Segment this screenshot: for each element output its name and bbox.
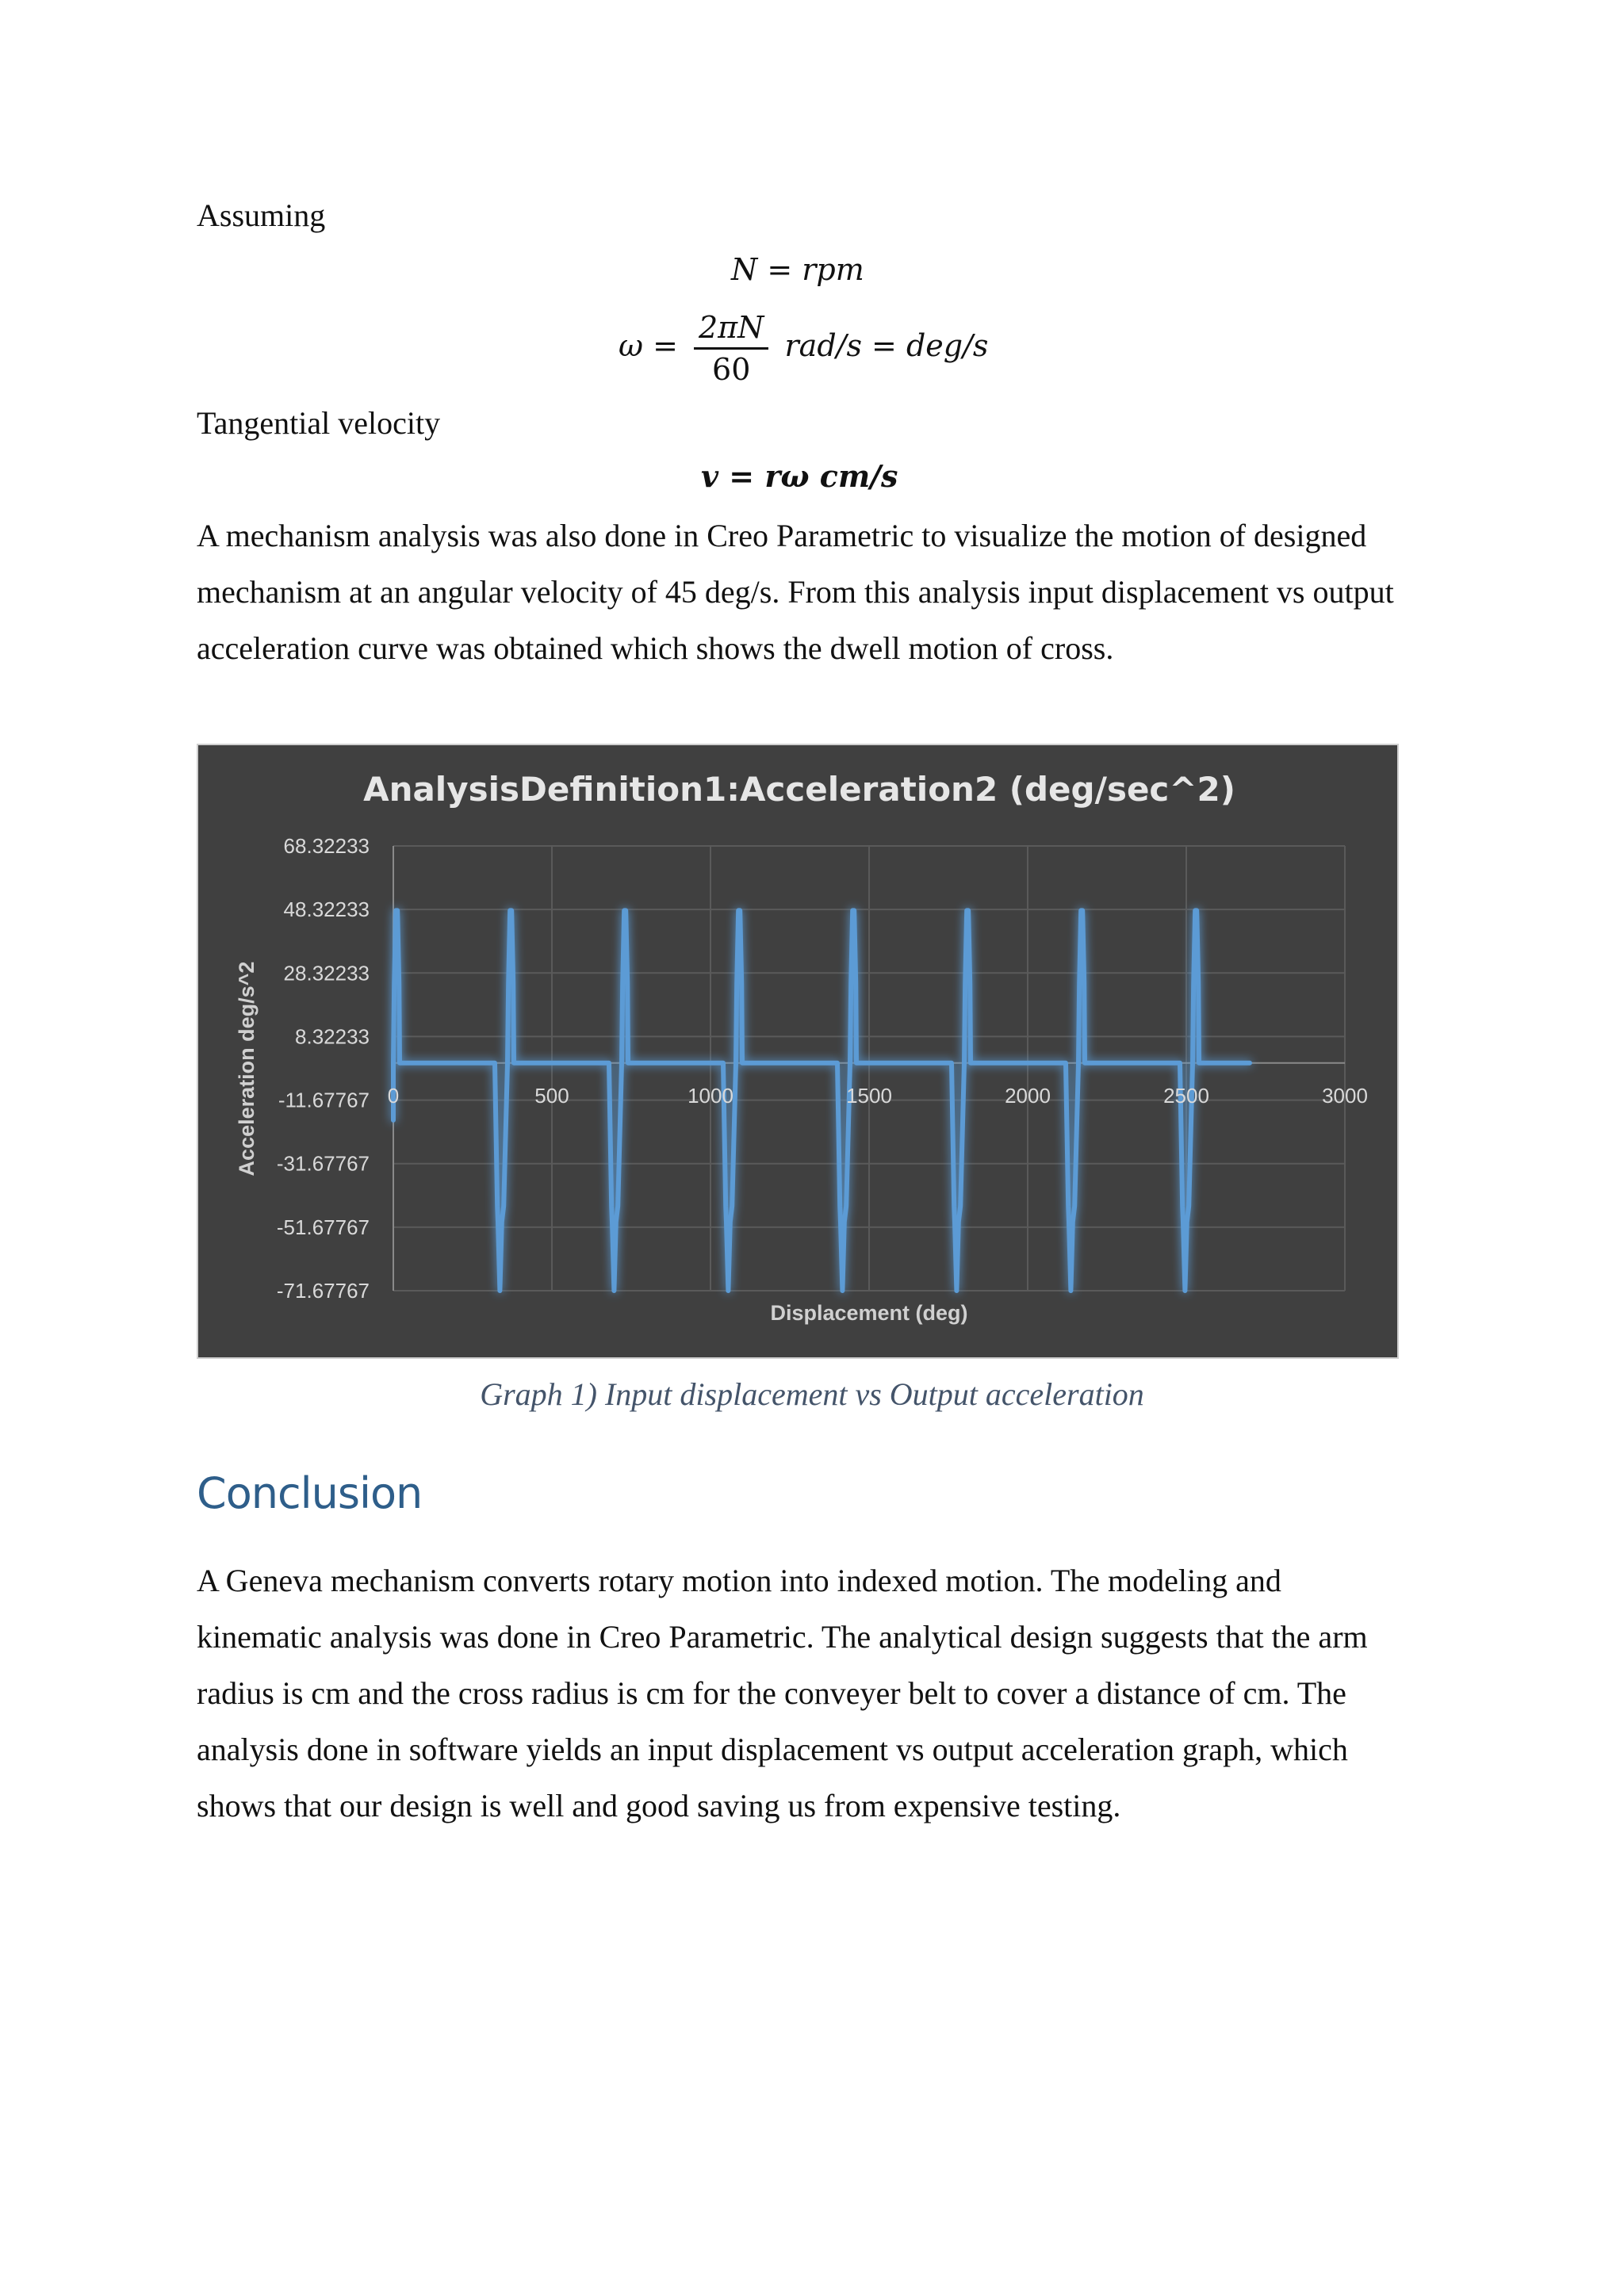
- acceleration-chart: [197, 744, 1399, 1359]
- y-tick-label: 48.32233: [283, 897, 370, 922]
- y-tick-label: -71.67767: [276, 1279, 370, 1303]
- x-tick-label: 2500: [1163, 1083, 1209, 1108]
- y-tick-label: -11.67767: [278, 1088, 370, 1112]
- omega-lhs: ω =: [619, 328, 678, 363]
- x-tick-label: 0: [387, 1083, 400, 1108]
- x-tick-label: 3000: [1322, 1083, 1368, 1108]
- conclusion-heading: Conclusion: [197, 1468, 423, 1518]
- x-axis-title: Displacement (deg): [770, 1301, 968, 1325]
- y-tick-label: 8.32233: [295, 1024, 370, 1049]
- velocity-equation: v = rω cm/s: [701, 458, 898, 494]
- x-tick-label: 1000: [688, 1083, 733, 1108]
- omega-denominator: 60: [712, 352, 751, 387]
- omega-rhs: rad/s = deg/s: [784, 328, 989, 363]
- tangential-velocity-label: Tangential velocity: [197, 405, 441, 441]
- conclusion-paragraph: A Geneva mechanism converts rotary motion into indexed motion. The modeling and kinematic analysis was done in Creo Parametric. The analytical design suggests that the arm radius is cm and the cross radius is cm for the conveyer belt to cover a distance of cm. The analysis done in software yields an input displacement vs output acceleration graph, which shows that our design is well and good saving us from expensive testing.: [197, 1563, 1368, 1823]
- omega-equation: [619, 308, 988, 389]
- y-tick-label: -31.67767: [276, 1151, 370, 1176]
- analysis-paragraph: A mechanism analysis was also done in Creo Parametric to visualize the motion of designed mechanism at an angular velocity of 45 deg/s. From this analysis input displacement vs output acceleration curve was obtained which shows the dwell motion of cross.: [197, 518, 1394, 666]
- graph-caption: Graph 1) Input displacement vs Output acceleration: [480, 1376, 1144, 1412]
- y-tick-label: 28.32233: [283, 961, 370, 985]
- chart-canvas: [198, 745, 1400, 1360]
- assuming-text: Assuming: [197, 197, 326, 233]
- x-tick-label: 1500: [846, 1083, 892, 1108]
- y-axis-title: Acceleration deg/s^2: [235, 961, 259, 1177]
- rpm-equation: N = rpm: [731, 252, 864, 287]
- omega-numerator: 2πN: [694, 308, 768, 350]
- y-tick-label: -51.67767: [276, 1215, 370, 1239]
- chart-title: AnalysisDefinition1:Acceleration2 (deg/sec^2): [363, 770, 1235, 809]
- y-tick-label: 68.32233: [283, 834, 370, 858]
- x-tick-label: 500: [534, 1083, 569, 1108]
- x-tick-label: 2000: [1005, 1083, 1051, 1108]
- omega-fraction: [694, 308, 768, 389]
